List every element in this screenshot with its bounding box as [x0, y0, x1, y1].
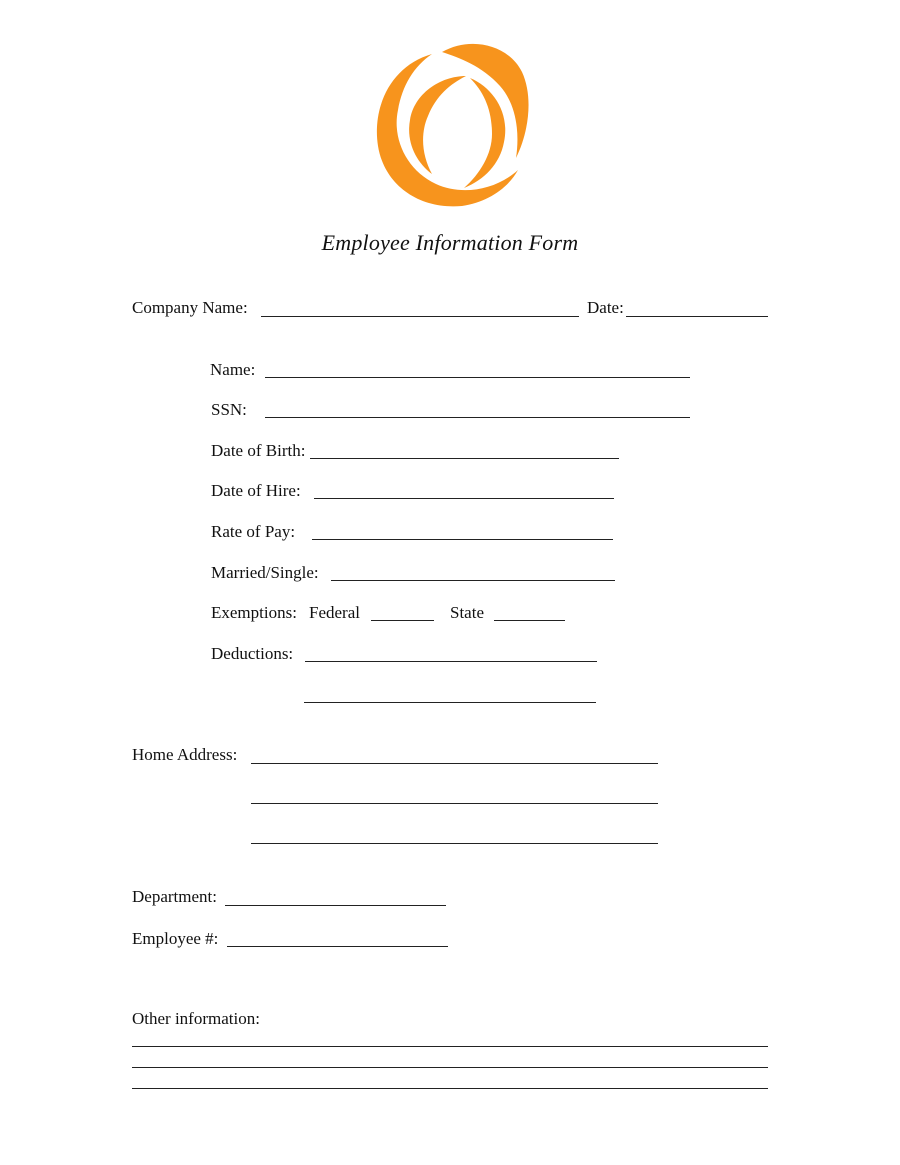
company-name-field[interactable]: [261, 316, 579, 317]
deductions-label: Deductions:: [211, 644, 294, 663]
employee-number-field[interactable]: [227, 946, 448, 947]
rate-of-pay-label: Rate of Pay:: [211, 522, 296, 541]
state-label: State: [450, 603, 484, 622]
company-name-label: Company Name:: [132, 298, 248, 317]
other-information-field-3[interactable]: [132, 1088, 768, 1089]
department-field[interactable]: [225, 905, 446, 906]
home-address-field-2[interactable]: [251, 803, 658, 804]
other-information-field-2[interactable]: [132, 1067, 768, 1068]
home-address-field-1[interactable]: [251, 763, 658, 764]
deductions-field-2[interactable]: [304, 702, 596, 703]
orange-swirl-logo: [370, 38, 530, 210]
marital-status-field[interactable]: [331, 580, 615, 581]
ssn-label: SSN:: [211, 400, 247, 419]
employee-number-label: Employee #:: [132, 929, 219, 948]
date-of-birth-label: Date of Birth:: [211, 441, 306, 460]
other-information-label: Other information:: [132, 1009, 260, 1028]
exemptions-label: Exemptions:: [211, 603, 297, 622]
date-of-hire-label: Date of Hire:: [211, 481, 301, 500]
department-label: Department:: [132, 887, 217, 906]
federal-exemptions-field[interactable]: [371, 620, 434, 621]
ssn-field[interactable]: [265, 417, 690, 418]
marital-status-label: Married/Single:: [211, 563, 319, 582]
other-information-field-1[interactable]: [132, 1046, 768, 1047]
home-address-label: Home Address:: [132, 745, 238, 764]
name-label: Name:: [210, 360, 256, 379]
date-of-birth-field[interactable]: [310, 458, 619, 459]
federal-label: Federal: [309, 603, 360, 622]
name-field[interactable]: [265, 377, 690, 378]
home-address-field-3[interactable]: [251, 843, 658, 844]
date-field[interactable]: [626, 316, 768, 317]
state-exemptions-field[interactable]: [494, 620, 565, 621]
rate-of-pay-field[interactable]: [312, 539, 613, 540]
deductions-field-1[interactable]: [305, 661, 597, 662]
form-title: Employee Information Form: [321, 230, 579, 255]
date-label: Date:: [587, 298, 624, 317]
date-of-hire-field[interactable]: [314, 498, 614, 499]
